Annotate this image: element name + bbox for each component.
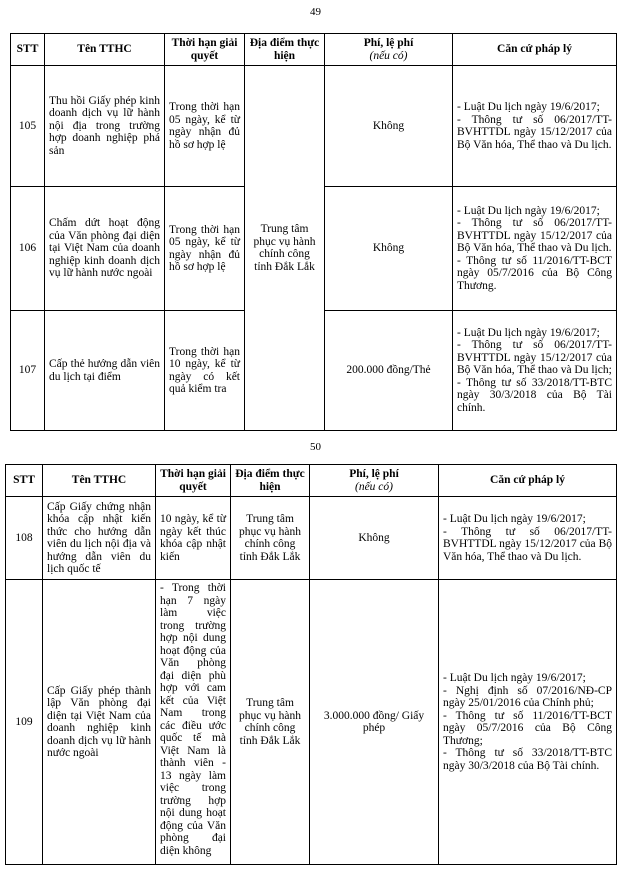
row-time: Trong thời hạn 05 ngày, kể từ ngày nhận đủ hồ sơ hợp lệ bbox=[165, 187, 245, 311]
header-name: Tên TTHC bbox=[43, 465, 156, 497]
header-basis: Căn cứ pháp lý bbox=[453, 34, 617, 66]
row-name: Cấp thẻ hướng dẫn viên du lịch tại điểm bbox=[45, 311, 165, 431]
row-stt: 109 bbox=[6, 580, 43, 865]
row-fee: 3.000.000 đồng/ Giấy phép bbox=[310, 580, 439, 865]
header-name: Tên TTHC bbox=[45, 34, 165, 66]
page-number: 49 bbox=[310, 6, 321, 18]
row-time: Trong thời hạn 10 ngày, kể từ ngày có kết quả kiểm tra bbox=[165, 311, 245, 431]
row-fee: Không bbox=[310, 497, 439, 580]
row-time: 10 ngày, kể từ ngày kết thúc khóa cập nhật kiến bbox=[156, 497, 231, 580]
row-name: Cấp Giấy phép thành lập Văn phòng đại diện tại Việt Nam của doanh nghiệp kinh doanh dịch vụ lữ hành nước ngoài bbox=[43, 580, 156, 865]
row-stt: 105 bbox=[11, 66, 45, 187]
table-header-row bbox=[6, 465, 617, 497]
row-place: Trung tâm phục vụ hành chính công tỉnh Đắk Lắk bbox=[231, 580, 310, 865]
header-stt: STT bbox=[11, 34, 45, 66]
row-stt: 106 bbox=[11, 187, 45, 311]
row-basis: - Luật Du lịch ngày 19/6/2017; - Thông tư số 06/2017/TT-BVHTTDL ngày 15/12/2017 của Bộ Văn hóa, Thể thao và Du lịch. bbox=[453, 66, 617, 187]
page-number: 50 bbox=[310, 441, 321, 453]
procedures-table-page-1 bbox=[10, 33, 617, 431]
row-basis: - Luật Du lịch ngày 19/6/2017; - Thông tư số 06/2017/TT-BVHTTDL ngày 15/12/2017 của Bộ Văn hóa, Thể thao và Du lịch. bbox=[439, 497, 617, 580]
procedures-table-page-2 bbox=[5, 464, 617, 865]
row-time: - Trong thời hạn 7 ngày làm việc trong trường hợp nội dung hoạt động của Văn phòng đại diện phù hợp với cam kết của Việt Nam trong các điều ước quốc tế mà Việt Nam là thành viên - 13 ngày làm việc trong trường hợp nội dung hoạt động của Văn phòng đại diện không bbox=[156, 580, 231, 865]
row-name: Thu hồi Giấy phép kinh doanh dịch vụ lữ hành nội địa trong trường hợp doanh nghiệp phá sản bbox=[45, 66, 165, 187]
row-stt: 107 bbox=[11, 311, 45, 431]
row-time: Trong thời hạn 05 ngày, kể từ ngày nhận đủ hồ sơ hợp lệ bbox=[165, 66, 245, 187]
header-fee: Phí, lệ phí (nếu có) bbox=[310, 465, 439, 497]
row-name: Chấm dứt hoạt động của Văn phòng đại diện tại Việt Nam của doanh nghiệp kinh doanh dịch vụ lữ hành nước ngoài bbox=[45, 187, 165, 311]
header-fee: Phí, lệ phí (nếu có) bbox=[325, 34, 453, 66]
header-place: Địa điểm thực hiện bbox=[245, 34, 325, 66]
row-fee: 200.000 đồng/Thẻ bbox=[325, 311, 453, 431]
table-row bbox=[6, 497, 617, 580]
table-row bbox=[6, 580, 617, 865]
table-header-row bbox=[11, 34, 617, 66]
table-row bbox=[11, 66, 617, 187]
header-time: Thời hạn giải quyết bbox=[165, 34, 245, 66]
header-place: Địa điểm thực hiện bbox=[231, 465, 310, 497]
row-basis: - Luật Du lịch ngày 19/6/2017; - Nghị định số 07/2016/NĐ-CP ngày 25/01/2016 của Chính phủ; - Thông tư số 11/2016/TT-BCT ngày 05/7/2016 của Bộ Công Thương; - Thông tư số 33/2018/TT-BTC ngày 30/3/2018 của Bộ Tài chính. bbox=[439, 580, 617, 865]
row-basis: - Luật Du lịch ngày 19/6/2017; - Thông tư số 06/2017/TT-BVHTTDL ngày 15/12/2017 của Bộ Văn hóa, Thể thao và Du lịch; - Thông tư số 33/2018/TT-BTC ngày 30/3/2018 của Bộ Tài chính. bbox=[453, 311, 617, 431]
row-fee: Không bbox=[325, 66, 453, 187]
row-name: Cấp Giấy chứng nhận khóa cập nhật kiến thức cho hướng dẫn viên du lịch nội địa và hướng dẫn viên du lịch quốc tế bbox=[43, 497, 156, 580]
row-basis: - Luật Du lịch ngày 19/6/2017; - Thông tư số 06/2017/TT-BVHTTDL ngày 15/12/2017 của Bộ Văn hóa, Thể thao và Du lịch. - Thông tư số 11/2016/TT-BCT ngày 05/7/2016 của Bộ Công Thương. bbox=[453, 187, 617, 311]
row-place: Trung tâm phục vụ hành chính công tỉnh Đắk Lắk bbox=[231, 497, 310, 580]
header-time: Thời hạn giải quyết bbox=[156, 465, 231, 497]
header-stt: STT bbox=[6, 465, 43, 497]
row-place: Trung tâm phục vụ hành chính công tỉnh Đắk Lắk bbox=[245, 66, 325, 431]
row-stt: 108 bbox=[6, 497, 43, 580]
header-basis: Căn cứ pháp lý bbox=[439, 465, 617, 497]
row-fee: Không bbox=[325, 187, 453, 311]
